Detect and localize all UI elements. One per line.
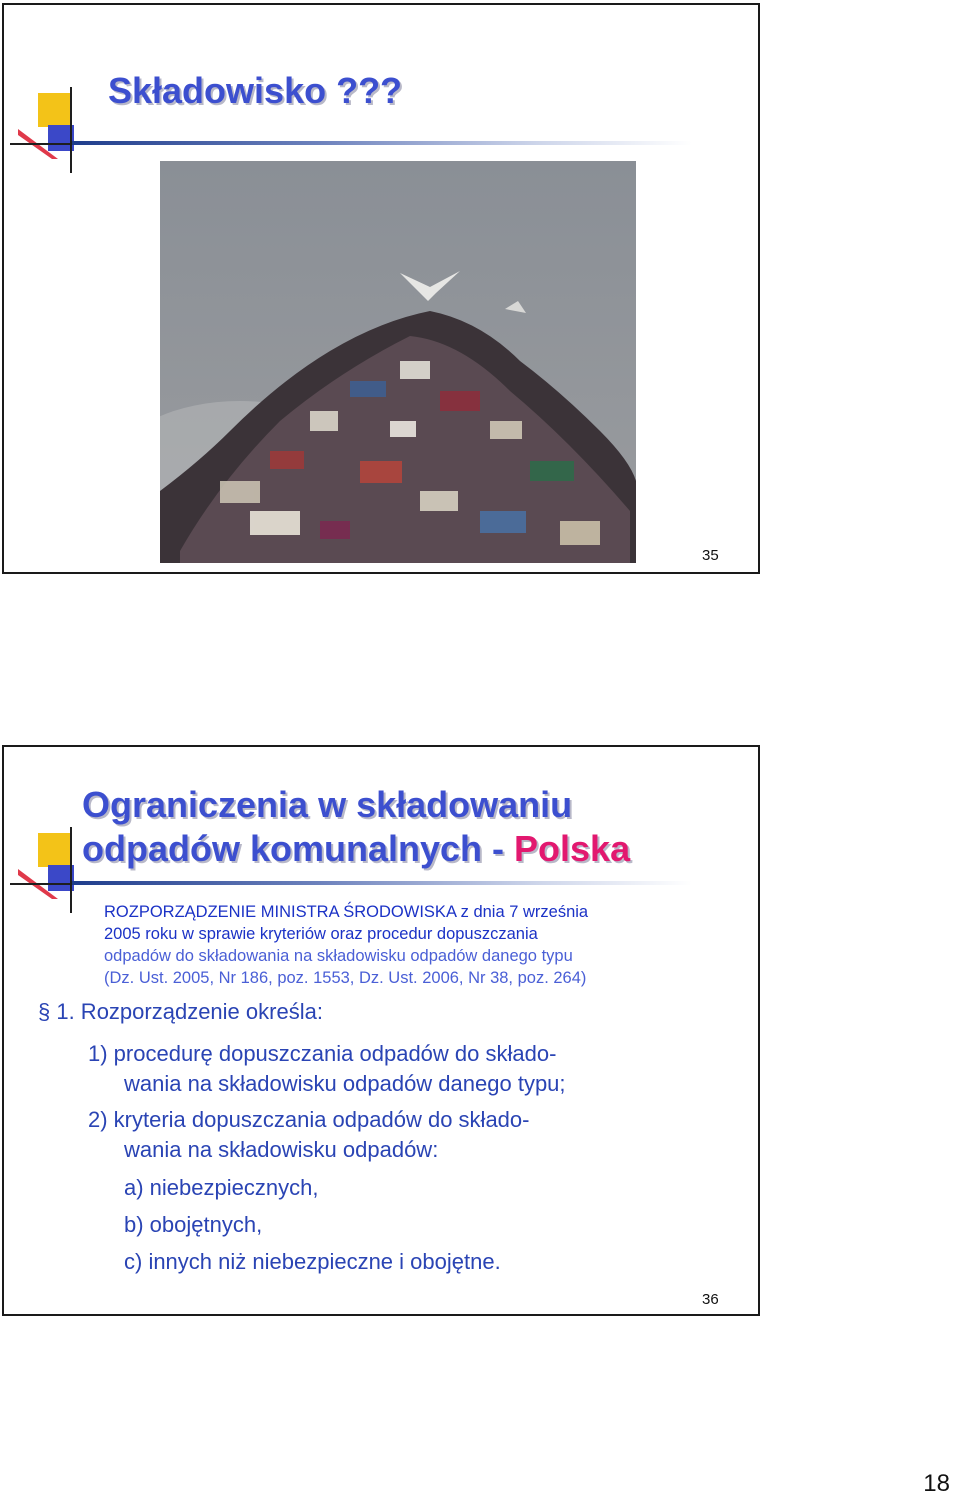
slide-logo bbox=[10, 87, 120, 177]
title-prefix: odpadów komunalnych - bbox=[82, 828, 515, 869]
slide-title: Składowisko ??? bbox=[108, 70, 403, 111]
slide-number: 35 bbox=[702, 547, 719, 564]
slide-title-line-1: Ograniczenia w składowaniu bbox=[82, 784, 573, 825]
slide-number: 36 bbox=[702, 1291, 719, 1308]
paragraph-heading: § 1. Rozporządzenie określa: bbox=[38, 999, 323, 1024]
list-item: 2) kryteria dopuszczania odpadów do składo- bbox=[88, 1107, 530, 1132]
slide-36 bbox=[2, 745, 760, 1316]
title-accent: Polska bbox=[514, 828, 631, 869]
slide-35 bbox=[2, 3, 760, 574]
regulation-line: 2005 roku w sprawie kryteriów oraz procedur dopuszczania bbox=[104, 925, 538, 943]
list-item: c) innych niż niebezpieczne i obojętne. bbox=[124, 1249, 501, 1274]
landfill-photo bbox=[160, 161, 636, 563]
regulation-line: (Dz. Ust. 2005, Nr 186, poz. 1553, Dz. Ust. 2006, Nr 38, poz. 264) bbox=[104, 969, 587, 987]
slide-title-line-2 bbox=[82, 827, 630, 871]
list-item: a) niebezpiecznych, bbox=[124, 1175, 319, 1200]
regulation-line: odpadów do składowania na składowisku odpadów danego typu bbox=[104, 947, 573, 965]
page-number: 18 bbox=[923, 1470, 950, 1497]
list-item: wania na składowisku odpadów: bbox=[124, 1137, 439, 1162]
list-item: b) obojętnych, bbox=[124, 1212, 263, 1237]
regulation-line: ROZPORZĄDZENIE MINISTRA ŚRODOWISKA z dnia 7 września bbox=[104, 903, 589, 921]
list-item: wania na składowisku odpadów danego typu; bbox=[124, 1071, 566, 1096]
list-item: 1) procedurę dopuszczania odpadów do składo- bbox=[88, 1041, 557, 1066]
regulation-text bbox=[104, 901, 724, 989]
